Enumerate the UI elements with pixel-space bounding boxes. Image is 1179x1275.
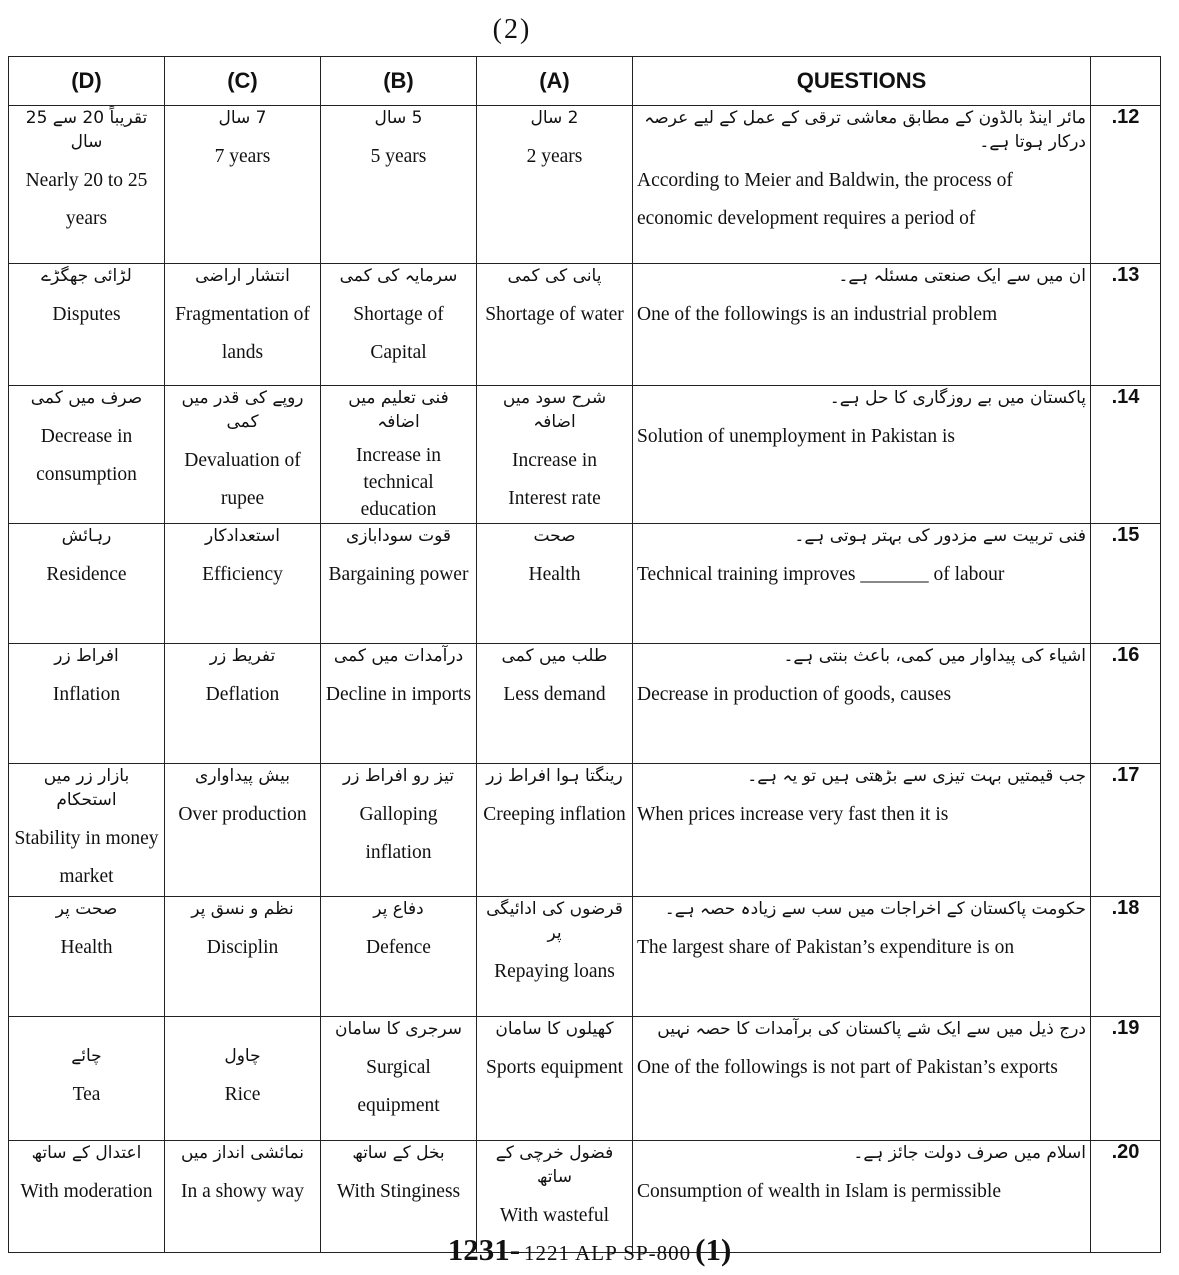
option-b-urdu: درآمدات میں کمی — [333, 646, 464, 666]
option-a-urdu: طلب میں کمی — [501, 646, 608, 666]
option-b — [321, 524, 477, 644]
option-a — [477, 106, 633, 264]
page-number: (2) — [492, 14, 532, 45]
option-c — [165, 264, 321, 386]
option-d-english: Tea — [72, 1083, 101, 1105]
paper-code-rest: 1221 ALP SP-800 — [524, 1241, 692, 1265]
option-a-english: Creeping inflation — [483, 804, 626, 825]
option-d-urdu: اعتدال کے ساتھ — [31, 1143, 142, 1163]
option-a-english: Less demand — [503, 684, 606, 705]
option-c-urdu: 7 سال — [218, 108, 267, 128]
option-d-english: With moderation — [20, 1181, 153, 1202]
option-b-english: 5 years — [370, 146, 427, 167]
option-d-urdu: تقریباً 20 سے 25 سال — [25, 108, 148, 152]
option-d-urdu: بازار زر میں استحکام — [43, 766, 130, 810]
question-text — [633, 644, 1091, 764]
option-d-english: Inflation — [52, 684, 121, 705]
question-text — [633, 264, 1091, 386]
option-b-english: Defence — [366, 937, 431, 958]
question-text — [633, 524, 1091, 644]
option-c-english: In a showy way — [181, 1181, 304, 1202]
option-b — [321, 1017, 477, 1141]
option-c-english: Over production — [178, 804, 307, 825]
option-d-english: Disputes — [52, 304, 121, 325]
option-b-english: Bargaining power — [328, 564, 469, 585]
option-a-urdu: شرح سود میں اضافہ — [502, 388, 607, 432]
question-urdu: جب قیمتیں بہت تیزی سے بڑھتی ہیں تو یہ ہے۔ — [747, 766, 1086, 786]
header-option-a: (A) — [477, 57, 633, 106]
option-b-urdu: قوت سودابازی — [345, 526, 452, 546]
option-c-urdu: تفریط زر — [209, 646, 276, 666]
option-a-urdu: 2 سال — [530, 108, 579, 128]
option-a-urdu: صحت — [533, 526, 576, 546]
option-d — [9, 106, 165, 264]
option-a-english: Shortage of water — [485, 304, 624, 325]
option-c — [165, 106, 321, 264]
option-a-urdu: پانی کی کمی — [507, 266, 602, 286]
option-c-english: Rice — [224, 1083, 261, 1105]
option-b-english: Surgical equipment — [357, 1057, 440, 1116]
option-c-urdu: استعدادکار — [205, 526, 280, 546]
option-c-english: Fragmentation of lands — [175, 304, 310, 363]
option-c-english: Devaluation of rupee — [184, 450, 301, 509]
question-text — [633, 764, 1091, 897]
question-english: Consumption of wealth in Islam is permissible — [637, 1181, 1001, 1202]
option-a-urdu: فضول خرچی کے ساتھ — [495, 1143, 614, 1187]
option-b-urdu: فنی تعلیم میں اضافہ — [348, 388, 449, 432]
option-b — [321, 106, 477, 264]
option-a-english: Sports equipment — [485, 1057, 624, 1078]
option-a-english: Health — [528, 564, 581, 585]
question-english: The largest share of Pakistan’s expenditure is on — [637, 937, 1015, 958]
question-urdu: حکومت پاکستان کے اخراجات میں سب سے زیادہ حصہ ہے۔ — [664, 899, 1086, 919]
option-b — [321, 897, 477, 1017]
header-option-c: (C) — [165, 57, 321, 106]
question-row-16 — [9, 644, 1161, 764]
option-b-urdu: سرجری کا سامان — [334, 1019, 463, 1039]
option-d — [9, 764, 165, 897]
question-urdu: ان میں سے ایک صنعتی مسئلہ ہے۔ — [838, 266, 1086, 286]
option-d — [9, 644, 165, 764]
question-number: .19 — [1091, 1017, 1161, 1141]
question-english: Decrease in production of goods, causes — [637, 684, 952, 705]
question-number: .14 — [1091, 386, 1161, 524]
option-c-urdu: چاول — [224, 1045, 261, 1066]
question-number: .13 — [1091, 264, 1161, 386]
option-a — [477, 897, 633, 1017]
option-a — [477, 524, 633, 644]
option-b — [321, 764, 477, 897]
option-b-english: Decline in imports — [325, 684, 472, 705]
question-number: .15 — [1091, 524, 1161, 644]
option-c — [165, 1017, 321, 1141]
question-row-17 — [9, 764, 1161, 897]
footer-page-number: (1) — [695, 1232, 732, 1267]
option-a — [477, 386, 633, 524]
option-d — [9, 897, 165, 1017]
question-number: .18 — [1091, 897, 1161, 1017]
option-a-english: 2 years — [526, 146, 583, 167]
option-c-english: Deflation — [205, 684, 280, 705]
paper-code-footer — [0, 1232, 1179, 1268]
option-d — [9, 1017, 165, 1141]
question-english: When prices increase very fast then it is — [637, 804, 949, 825]
mcq-table — [8, 56, 1161, 1253]
option-b-english: Shortage of Capital — [353, 304, 444, 363]
option-b — [321, 264, 477, 386]
option-d-urdu: صحت پر — [55, 899, 118, 919]
option-a — [477, 644, 633, 764]
option-d — [9, 524, 165, 644]
option-b-urdu: 5 سال — [374, 108, 423, 128]
question-english: According to Meier and Baldwin, the process of economic development requires a period of — [637, 170, 1013, 229]
option-a — [477, 264, 633, 386]
option-a-urdu: رینگتا ہوا افراط زر — [486, 766, 623, 786]
header-questions: QUESTIONS — [633, 57, 1091, 106]
question-urdu: مائر اینڈ بالڈون کے مطابق معاشی ترقی کے عمل کے لیے عرصہ درکار ہوتا ہے۔ — [644, 108, 1086, 152]
option-d — [9, 264, 165, 386]
paper-code-main: 1231- — [447, 1232, 521, 1267]
option-b-urdu: بخل کے ساتھ — [352, 1143, 445, 1163]
option-b-english: Galloping inflation — [359, 804, 438, 863]
option-c — [165, 386, 321, 524]
header-number — [1091, 57, 1161, 106]
option-b-urdu: سرمایہ کی کمی — [339, 266, 458, 286]
question-row-15 — [9, 524, 1161, 644]
option-d-english: Stability in money market — [14, 828, 159, 887]
option-b-urdu: دفاع پر — [373, 899, 424, 919]
option-c — [165, 764, 321, 897]
option-b — [321, 386, 477, 524]
header-option-b: (B) — [321, 57, 477, 106]
option-d-english: Health — [60, 937, 113, 958]
option-c-english: Disciplin — [206, 937, 279, 958]
question-text — [633, 897, 1091, 1017]
option-a-urdu: قرضوں کی ادائیگی پر — [486, 899, 623, 943]
question-english: One of the followings is not part of Pakistan’s exports — [637, 1057, 1058, 1078]
question-english: Solution of unemployment in Pakistan is — [637, 426, 955, 447]
option-c-urdu: نمائشی انداز میں — [180, 1143, 305, 1163]
question-urdu: درج ذیل میں سے ایک شے پاکستان کی برآمدات کا حصہ نہیں — [657, 1019, 1086, 1039]
option-d-english: Residence — [46, 564, 127, 585]
option-c — [165, 897, 321, 1017]
question-row-13 — [9, 264, 1161, 386]
option-c-urdu: روپے کی قدر میں کمی — [181, 388, 304, 432]
question-urdu: پاکستان میں بے روزگاری کا حل ہے۔ — [829, 388, 1086, 408]
option-d-urdu: افراط زر — [54, 646, 119, 666]
option-b-english: With Stinginess — [336, 1181, 461, 1202]
question-number: .20 — [1091, 1141, 1161, 1253]
option-c-urdu: بیش پیداواری — [195, 766, 290, 786]
option-a — [477, 1017, 633, 1141]
option-d-urdu: صرف میں کمی — [30, 388, 143, 408]
option-c — [165, 524, 321, 644]
option-d-urdu: رہائش — [61, 526, 112, 546]
question-urdu: فنی تربیت سے مزدور کی بہتر ہوتی ہے۔ — [794, 526, 1086, 546]
header-option-d: (D) — [9, 57, 165, 106]
option-c-urdu: انتشار اراضی — [195, 266, 290, 286]
question-row-12 — [9, 106, 1161, 264]
question-number: .17 — [1091, 764, 1161, 897]
question-text — [633, 1017, 1091, 1141]
option-c-english: 7 years — [214, 146, 271, 167]
option-a-english: Increase in Interest rate — [508, 450, 601, 509]
option-b-english: Increase in technical education — [356, 445, 441, 520]
option-a-english: Repaying loans — [494, 961, 615, 982]
question-english: Technical training improves _______ of labour — [637, 564, 1005, 585]
question-row-14 — [9, 386, 1161, 524]
option-d-urdu: چائے — [71, 1045, 102, 1066]
option-a-english: With wasteful — [499, 1205, 610, 1226]
question-english: One of the followings is an industrial problem — [637, 304, 998, 325]
question-urdu: اسلام میں صرف دولت جائز ہے۔ — [853, 1143, 1086, 1163]
question-number: .16 — [1091, 644, 1161, 764]
question-row-18 — [9, 897, 1161, 1017]
question-text — [633, 106, 1091, 264]
option-b — [321, 644, 477, 764]
option-d-english: Nearly 20 to 25 years — [25, 170, 148, 229]
option-d-english: Decrease in consumption — [36, 426, 137, 485]
option-c — [165, 644, 321, 764]
option-d-urdu: لڑائی جھگڑے — [41, 266, 132, 286]
option-b-urdu: تیز رو افراط زر — [343, 766, 454, 786]
option-c-english: Efficiency — [202, 564, 283, 585]
question-text — [633, 386, 1091, 524]
option-c-urdu: نظم و نسق پر — [191, 899, 294, 919]
option-a — [477, 764, 633, 897]
option-d — [9, 386, 165, 524]
question-number: .12 — [1091, 106, 1161, 264]
question-row-19 — [9, 1017, 1161, 1141]
header-row — [9, 57, 1161, 106]
question-urdu: اشیاء کی پیداوار میں کمی، باعث بنتی ہے۔ — [783, 646, 1086, 666]
option-a-urdu: کھیلوں کا سامان — [495, 1019, 614, 1039]
